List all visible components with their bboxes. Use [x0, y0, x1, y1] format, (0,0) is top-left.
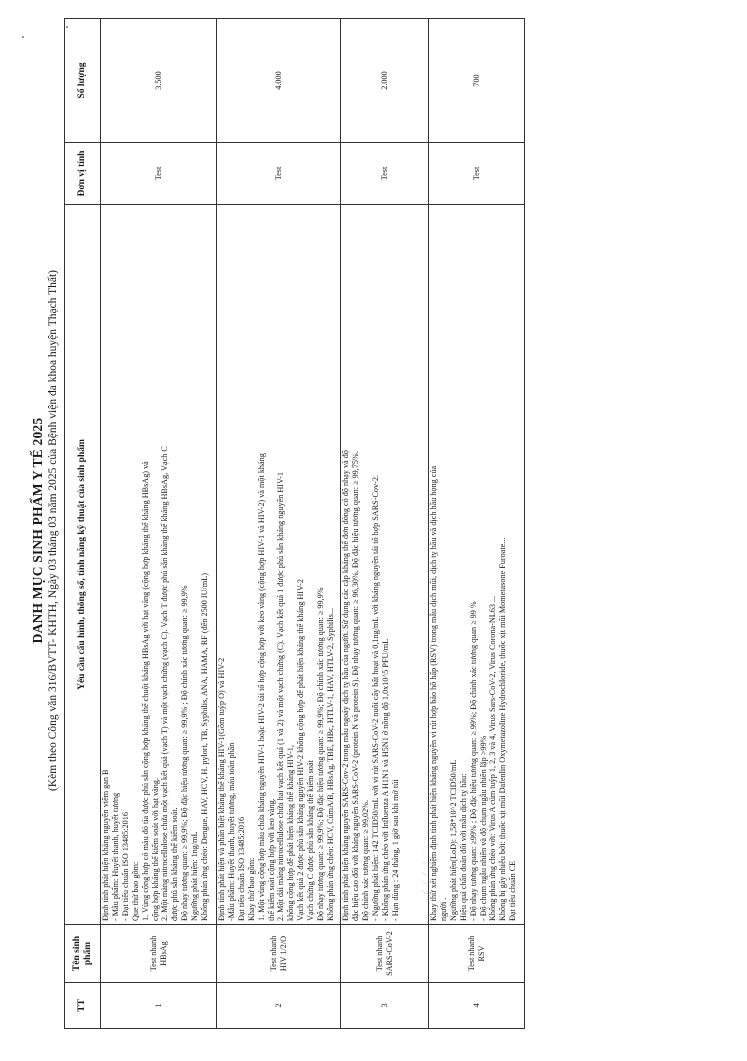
row-name: Test nhanh RSV: [429, 925, 525, 983]
requirement-line: đặc hiệu cao đối với kháng nguyên SARS-CoV-2 (protein N và protein S). Độ nhạy tương quan: ≥ 96,30%. Độ đặc hiệu tương quan: ≥ 99,75%.: [350, 451, 360, 921]
row-unit: Test: [101, 143, 217, 205]
requirement-line: Vạch chứng C được phủ sẵn kháng thể kiểm soát: [306, 760, 316, 921]
table-row: [217, 19, 341, 1029]
row-tt: 1: [101, 983, 217, 1029]
requirement-line: 2. Một màng nitrocellulose chứa một vạch kết quả (vạch T) và một vạch chứng (vạch C). Vạch T được phủ sẵn kháng thể kháng HBsAg, Vạch C: [160, 446, 170, 921]
row-requirements: [217, 205, 341, 925]
header-quantity: Số lượng: [65, 19, 101, 143]
row-requirements: [101, 205, 217, 925]
row-tt: 4: [429, 983, 525, 1029]
requirement-line: - Không phản ứng chéo với Influenza A H1N1 và H5N1 ở nồng độ 1,0x10^5 PFU/mL: [380, 638, 390, 921]
requirement-line: - Đạt tiêu chuẩn ISO 13485:2016: [120, 812, 130, 921]
table-row: [429, 19, 525, 1029]
requirement-line: Độ nhạy tương quan: ≥ 99,9%; Độ đặc hiệu tương quan: ≥ 99,9%; Độ chính xác tương quan: ≥ 99,9%: [316, 587, 326, 921]
requirement-line: - Hạn dùng : 24 tháng, 1 giờ sau khi mở túi: [390, 779, 400, 921]
requirement-line: -Mẫu phẩm: Huyết thanh, huyết tương, máu toàn phần: [226, 742, 236, 921]
row-unit: Test: [217, 143, 341, 205]
requirement-line: 2. Một dải màng nitrocellulose chứa hai vạch kết quả (1 và 2) và một vạch chứng (C). Vạch kết quả 1 được phủ sẵn kháng nguyên HIV-1: [276, 472, 286, 921]
row-quantity: 4.000: [217, 19, 341, 143]
requirement-line: Khay thử bao gồm:: [246, 857, 256, 921]
requirement-line: Độ nhạy tương quan: ≥ 99,9%; Độ đặc hiệu tương quan: ≥ 99,9% ; Độ chính xác tương quan: ≥ 99,9%: [180, 585, 190, 921]
requirement-line: 1. Vùng cộng hợp có màu đỏ tía được phủ sẵn cộng hợp kháng thể chuột kháng HBsAg với hạt vàng (cộng hợp kháng thể kháng HBsAg) và: [140, 461, 150, 921]
requirement-line: người .: [438, 897, 448, 921]
requirement-line: được phủ sẵn kháng thể kiểm soát.: [170, 807, 180, 921]
requirement-line: thể kiểm soát cộng hợp với keo vàng.: [266, 798, 276, 921]
requirement-line: - Mẫu phẩm: Huyết thanh, huyết tương: [110, 792, 120, 921]
document-title: DANH MỤC SINH PHẨM Y TẾ 2025: [30, 417, 45, 644]
requirement-line: - Độ chụm ngẫu nhiên và độ chụm ngẫu nhiên lặp >99%: [478, 735, 488, 921]
row-requirements: [341, 205, 429, 925]
requirement-line: Định tính phát hiện kháng nguyên viêm gan B: [101, 769, 110, 921]
row-unit: Test: [341, 143, 429, 205]
requirement-line: không cộng hợp để phát hiện kháng thể kháng HIV-1,: [286, 745, 296, 921]
table-row: [101, 19, 217, 1029]
row-quantity: 700: [429, 19, 525, 143]
requirement-line: Ngưỡng phát hiện(LoD): 1,58*10^2 TCID50/mL: [448, 759, 458, 921]
requirement-line: - Độ nhạy tương quan: ≥99% ; Độ đặc hiệu tương quan: ≥ 99%; Độ chính xác tương quan ≥ 99 %: [468, 601, 478, 921]
document-header: [30, 0, 59, 1061]
row-tt: 3: [341, 983, 429, 1029]
requirement-line: 1. Một vùng cộng hợp màu chứa kháng nguyên HIV-1 hoặc HIV-2 tái tổ hợp cộng hợp với keo vàng (cộng hợp HIV-1 và HIV-2) và một kháng: [256, 453, 266, 921]
requirement-line: Đạt tiêu chuẩn CE: [508, 860, 518, 921]
header-unit: Đơn vị tính: [65, 143, 101, 205]
requirement-line: cộng hợp kháng thể kiểm soát với hạt vàng.: [150, 777, 160, 921]
requirement-line: Không phản ứng chéo: HCV, CúmA/B, HBsAg, TBE, HBc, HTLV-1, HAV, HTLV-2, Syphilis...: [325, 607, 335, 921]
requirement-line: Hiệu quả chẩn đoán đối với mẫu dịch tỵ hầu:: [458, 773, 468, 921]
row-quantity: 3.500: [101, 19, 217, 143]
requirement-line: - Ngưỡng phát hiện: 142 TCID50/mL với vi rút SARS-CoV-2 nuôi cấy bất hoạt và 0,1ng/mL với kháng nguyên tái tổ hợp SARS-Cov-2.: [370, 475, 380, 921]
requirement-line: Định tính phát hiện kháng nguyên SARS-Cov-2 trong mẫu ngoáy dịch tỵ hầu của người. Sử dụng các cặp kháng thể đơn dòng có độ nhạy và độ: [341, 450, 350, 921]
table-row: [341, 19, 429, 1029]
header-requirements: Yêu cầu cấu hình, thông số, tính năng kỹ thuật của sinh phẩm: [65, 205, 101, 925]
requirement-line: Không phản ứng chéo với: Virus A cúm tuýp 1, 2, 3 và 4, Virus Sars-CoV-2, Virus Corona-NL63 ...: [488, 595, 498, 921]
row-name: Test nhanh HIV 1/2/O: [217, 925, 341, 983]
faint-signature-mark: ⁄ ∕ ⁄ · ·: [420, 848, 429, 893]
requirement-line: Định tính phát hiện và phân biệt kháng thể kháng HIV-1(Gồm tuýp O) và HIV-2: [217, 657, 226, 921]
requirement-line: Độ chính xác tương quan: ≥ 99,02%.: [360, 799, 370, 921]
requirement-line: Vạch kết quả 2 được phủ sẵn kháng nguyên HIV-2 không cộng hợp để phát hiện kháng thể kháng HIV-2: [296, 579, 306, 921]
requirement-line: Khay thử xét nghiệm định tính phát hiện kháng nguyên vi rút hợp bào hô hấp (RSV) trong mẫu dịch mũi, dịch tỵ hầu và dịch hầu họng của: [429, 465, 438, 921]
table-header-row: [65, 19, 101, 1029]
requirement-line: Ngưỡng phát hiện: 1ng/mL: [190, 831, 200, 921]
requirement-line: Que thử bao gồm:: [130, 861, 140, 921]
row-requirements: [429, 205, 525, 925]
requirement-line: Đạt tiêu chuẩn ISO 13485:2016: [236, 816, 246, 921]
row-name: Test nhanh SARS-CoV-2: [341, 925, 429, 983]
document-subtitle: (Kèm theo Công văn 316/BVTT- KHTH, Ngày 03 tháng 03 năm 2025 của Bệnh viện đa khoa huyện Thạch Thất): [47, 270, 59, 792]
row-quantity: 2.000: [341, 19, 429, 143]
row-unit: Test: [429, 143, 525, 205]
header-tt: TT: [65, 983, 101, 1029]
row-tt: 2: [217, 983, 341, 1029]
product-table: [64, 18, 525, 1029]
row-name: Test nhanh HBsAg: [101, 925, 217, 983]
requirement-line: Không phản ứng chéo: Dengue, HAV, HCV, H. pylori, TB, Syphilis, ANA, HAMA, RF (đến 2500 IU/mL): [200, 573, 210, 921]
requirement-line: Không bị gây nhiễu bởi: thuốc xịt mũi Dafenlin Oxymetazoline Hydrochloride, thuốc xịt mũi Mometasone Furoate...: [498, 537, 508, 921]
header-name: Tên sinh phẩm: [65, 925, 101, 983]
